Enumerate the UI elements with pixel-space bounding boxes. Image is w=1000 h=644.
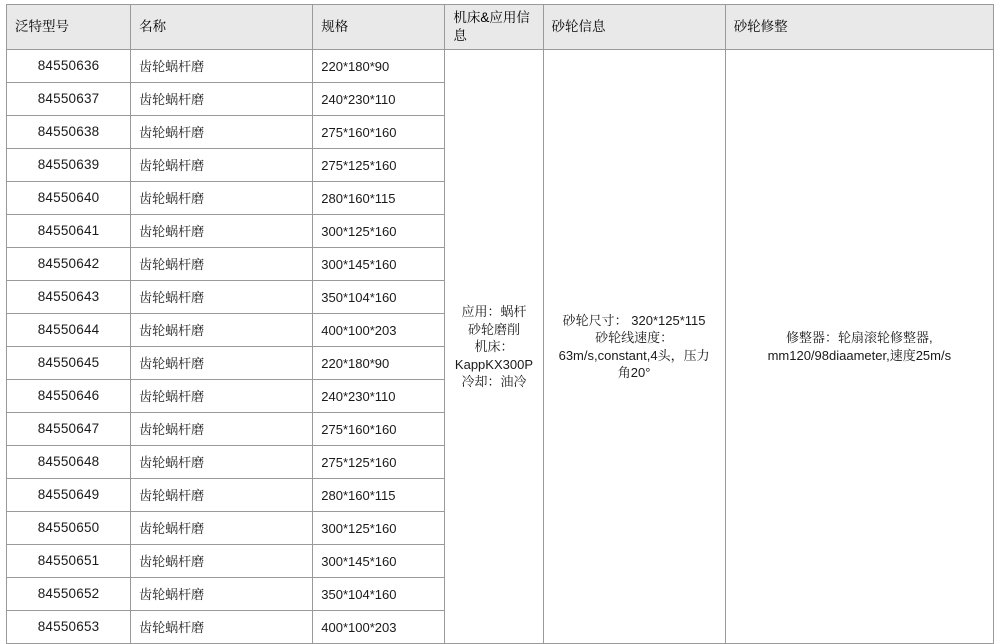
header-spec: 规格	[313, 5, 445, 50]
cell-spec: 400*100*203	[313, 611, 445, 644]
dressing-line-2: mm120/98diaameter,速度25m/s	[767, 347, 952, 363]
cell-spec: 280*160*115	[313, 182, 445, 215]
header-wheel-dressing: 砂轮修整	[725, 5, 993, 50]
cell-model: 84550649	[7, 479, 131, 512]
cell-name: 齿轮蜗杆磨	[131, 446, 313, 479]
cell-spec: 350*104*160	[313, 281, 445, 314]
cell-model: 84550645	[7, 347, 131, 380]
cell-model: 84550639	[7, 149, 131, 182]
table-row	[7, 50, 994, 83]
cell-machine-application	[445, 50, 543, 644]
cell-model: 84550641	[7, 215, 131, 248]
cell-name: 齿轮蜗杆磨	[131, 314, 313, 347]
cell-model: 84550643	[7, 281, 131, 314]
cell-model: 84550638	[7, 116, 131, 149]
machine-line-2: 砂轮磨削	[467, 321, 520, 337]
machine-line-3: 机床：	[474, 339, 514, 355]
cell-name: 齿轮蜗杆磨	[131, 248, 313, 281]
cell-model: 84550647	[7, 413, 131, 446]
cell-name: 齿轮蜗杆磨	[131, 545, 313, 578]
table-body	[7, 50, 994, 644]
cell-wheel-info	[543, 50, 725, 644]
cell-model: 84550651	[7, 545, 131, 578]
header-machine-application: 机床&应用信息	[445, 5, 543, 50]
cell-model: 84550646	[7, 380, 131, 413]
cell-spec: 275*125*160	[313, 446, 445, 479]
machine-line-4: KappKX300P	[454, 356, 533, 372]
cell-spec: 275*160*160	[313, 413, 445, 446]
cell-model: 84550644	[7, 314, 131, 347]
cell-spec: 275*125*160	[313, 149, 445, 182]
cell-spec: 300*125*160	[313, 215, 445, 248]
dressing-line-1: 修整器：轮扇滚轮修整器,	[786, 330, 933, 346]
cell-spec: 300*125*160	[313, 512, 445, 545]
cell-spec: 300*145*160	[313, 545, 445, 578]
machine-line-5: 冷却：油冷	[461, 374, 527, 390]
cell-name: 齿轮蜗杆磨	[131, 50, 313, 83]
cell-name: 齿轮蜗杆磨	[131, 281, 313, 314]
wheel-line-2: 砂轮线速度：	[595, 330, 674, 346]
wheel-line-4: 角20°	[617, 365, 651, 381]
cell-name: 齿轮蜗杆磨	[131, 479, 313, 512]
header-name: 名称	[131, 5, 313, 50]
wheel-line-1: 砂轮尺寸： 320*125*115	[562, 312, 706, 328]
header-wheel-info: 砂轮信息	[543, 5, 725, 50]
cell-spec: 275*160*160	[313, 116, 445, 149]
cell-spec: 220*180*90	[313, 347, 445, 380]
cell-wheel-dressing	[725, 50, 993, 644]
cell-model: 84550648	[7, 446, 131, 479]
cell-model: 84550640	[7, 182, 131, 215]
cell-model: 84550652	[7, 578, 131, 611]
cell-name: 齿轮蜗杆磨	[131, 380, 313, 413]
cell-name: 齿轮蜗杆磨	[131, 611, 313, 644]
cell-spec: 220*180*90	[313, 50, 445, 83]
machine-line-1: 应用：蜗杆	[461, 304, 527, 320]
wheel-line-3: 63m/s,constant,4头，压力	[558, 347, 710, 363]
cell-model: 84550642	[7, 248, 131, 281]
table-header	[7, 5, 994, 50]
cell-name: 齿轮蜗杆磨	[131, 347, 313, 380]
header-model: 泛特型号	[7, 5, 131, 50]
cell-name: 齿轮蜗杆磨	[131, 578, 313, 611]
cell-name: 齿轮蜗杆磨	[131, 83, 313, 116]
cell-model: 84550636	[7, 50, 131, 83]
cell-spec: 350*104*160	[313, 578, 445, 611]
cell-name: 齿轮蜗杆磨	[131, 116, 313, 149]
cell-spec: 280*160*115	[313, 479, 445, 512]
cell-name: 齿轮蜗杆磨	[131, 413, 313, 446]
cell-model: 84550637	[7, 83, 131, 116]
cell-name: 齿轮蜗杆磨	[131, 182, 313, 215]
product-spec-table	[6, 4, 994, 644]
cell-spec: 300*145*160	[313, 248, 445, 281]
cell-spec: 240*230*110	[313, 83, 445, 116]
cell-model: 84550650	[7, 512, 131, 545]
table-header-row	[7, 5, 994, 50]
cell-model: 84550653	[7, 611, 131, 644]
cell-name: 齿轮蜗杆磨	[131, 512, 313, 545]
cell-name: 齿轮蜗杆磨	[131, 215, 313, 248]
cell-name: 齿轮蜗杆磨	[131, 149, 313, 182]
cell-spec: 240*230*110	[313, 380, 445, 413]
cell-spec: 400*100*203	[313, 314, 445, 347]
